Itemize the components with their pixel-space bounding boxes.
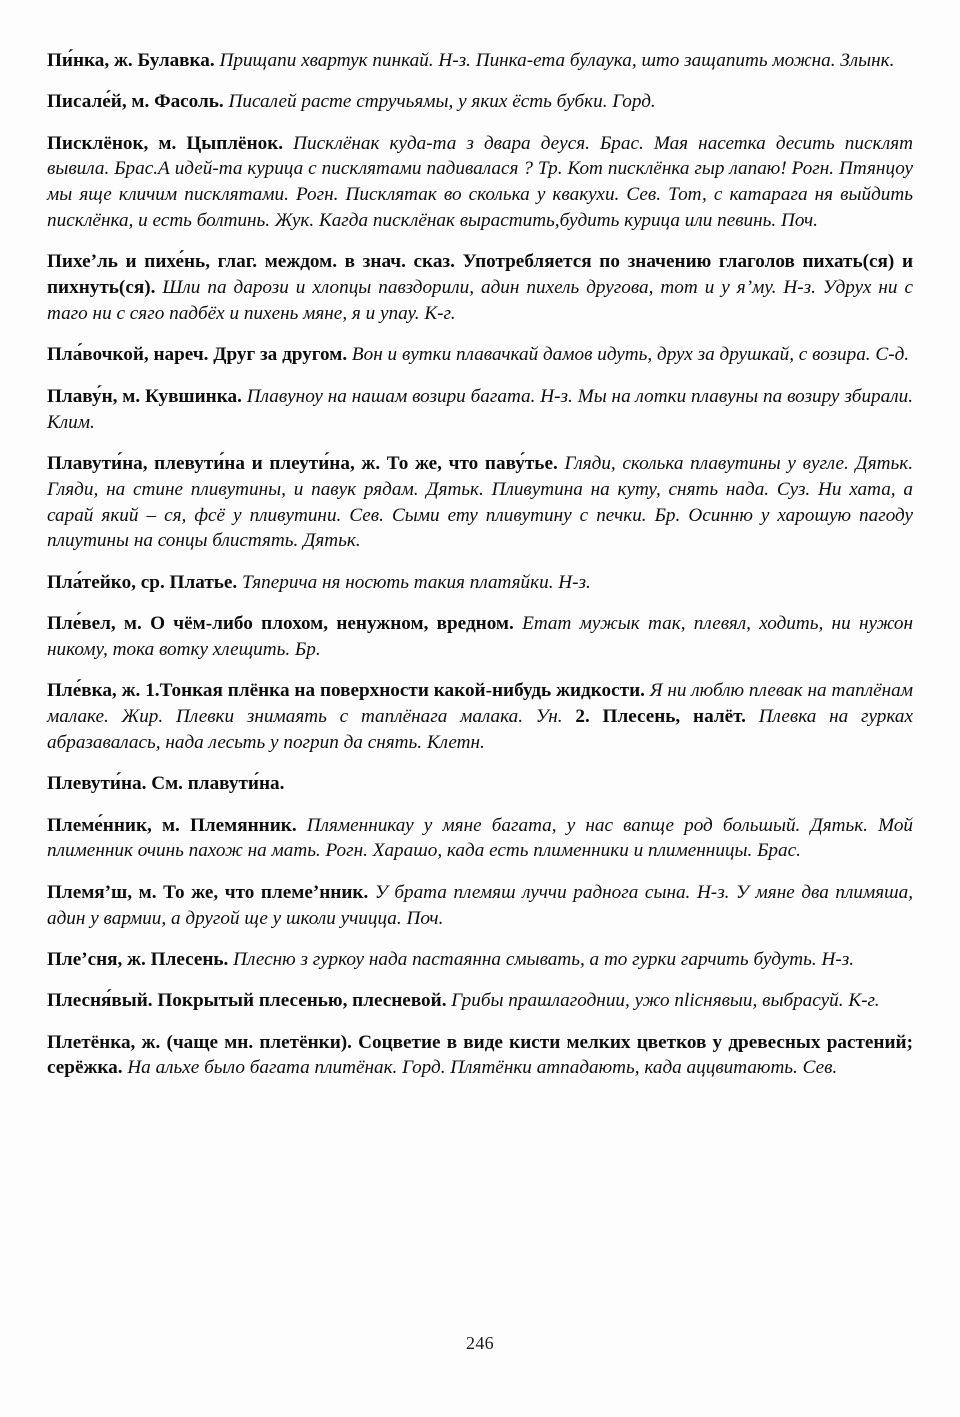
entry-headword: Писале́й, м. Фасоль.: [47, 91, 224, 113]
entry-example-sense-1: Я ни люблю плевак на таплёнам малаке. Жир. Плевки знимаять с таплёнага малака. Ун.: [47, 680, 914, 728]
entry-example: У брата племяш луччи раднога сына. Н-з. У мяне два плимяша, адин у вармии, а другой ще у школи учицца. Поч.: [47, 881, 914, 929]
entry-headword: Плавути́на, плевути́на и плеути́на, ж. То же, что паву́тье.: [47, 452, 558, 474]
entry-headword: Плаву́н, м. Кувшинка.: [47, 385, 242, 407]
entry-headword: Плесня́вый. Покрытый плесенью, плесневой.: [47, 990, 447, 1012]
entry-headword: Пла́вочкой, нареч. Друг за другом.: [47, 344, 348, 366]
entry-headword: Пле́вка, ж. 1.Тонкая плёнка на поверхности какой-нибудь жидкости.: [47, 680, 645, 702]
entry-headword: Писклёнок, м. Цыплёнок.: [47, 132, 284, 154]
entry-example: Прищапи хвартук пинкай. Н-з. Пинка-ета булаука, што защапить можна. Злынк.: [219, 50, 895, 71]
entry-headword: Пи́нка, ж. Булавка.: [47, 50, 215, 71]
dictionary-entry: [47, 1030, 913, 1082]
dictionary-entry: [47, 947, 913, 973]
dictionary-entry: [47, 678, 913, 755]
entry-headword: Пла́тейко, ср. Платье.: [47, 571, 238, 593]
entry-example: Пляменникау у мяне багата, у нас вапще род большый. Дятьк. Мой плименник очинь пахож на мать. Рогн. Харашо, када есть плименники и плименницы. Брас.: [47, 814, 914, 862]
dictionary-entry: [47, 451, 913, 554]
entry-example: Тяперича ня носють такия платяйки. Н-з.: [242, 571, 591, 593]
entry-example: Вон и вутки плавачкай дамов идуть, друх за друшкай, с возира. С-д.: [351, 344, 910, 366]
dictionary-entry: [47, 89, 913, 115]
entry-headword: Пле́вел, м. О чём-либо плохом, ненужном, вредном.: [47, 613, 514, 635]
page-number: 246: [466, 1333, 494, 1353]
sense-number-label: 2. Плесень, налёт.: [575, 706, 746, 728]
dictionary-entry: [47, 48, 913, 74]
dictionary-entry: [47, 880, 913, 932]
entry-example: Писалей расте стручьямы, у яких ёсть бубки. Горд.: [228, 91, 656, 113]
dictionary-entry: [47, 384, 913, 436]
entry-headword: Племя’ш, м. То же, что племе’нник.: [47, 881, 369, 903]
entry-example: Плавуноу на нашам возири багата. Н-з. Мы на лотки плавуны па возиру збирали. Клим.: [47, 385, 913, 433]
entry-example: Етат мужык так, плевял, ходить, ни нужон никому, тока вотку хлещить. Бр.: [47, 613, 913, 660]
entry-headword: Плевути́на. См. плавути́на.: [47, 773, 285, 795]
dictionary-entry: [47, 813, 913, 865]
entry-example: Плесню з гуркоу нада пастаянна смывать, а то гурки гарчить будуть. Н-з.: [233, 948, 854, 970]
entry-example: Гляди, сколька плавутины у вугле. Дятьк. Гляди, на стине пливутины, и павук рядам. Дятьк. Пливутина на куту, снять нада. Суз. Ни хата, а сарай який – ся, фсё у пливутини. Сев. Сыми ету пливутину с печки. Бр. Осинню у харошую пагоду плиутины на сонцы блистять. Дятьк.: [47, 452, 914, 552]
dictionary-entry: [47, 988, 913, 1014]
dictionary-entry: [47, 570, 913, 596]
dictionary-entry: [47, 611, 913, 663]
dictionary-entry-crossref: [47, 771, 913, 797]
entry-example: Писклёнак куда-та з двара деуся. Брас. Мая насетка десить писклят вывила. Брас.А идей-та курица с писклятами падивалася ? Тр. Кот писклёнка гыр лапаю! Рогн. Птянцоу мы яще кличим писклятами. Рогн. Писклятак во сколька у квакухи. Сев. Тот, с катарага ня выйдить писклёнка, и есть болтинь. Жук. Кагда писклёнак вырастить,будить курица или певинь. Поч.: [47, 132, 914, 232]
entry-headword: Племе́нник, м. Племянник.: [47, 814, 297, 836]
dictionary-entry: [47, 249, 913, 326]
dictionary-entry: [47, 342, 913, 368]
entry-example: Грибы прашлагоднии, ужо пliснявыи, выбрасуй. К-г.: [451, 990, 880, 1012]
entry-example: На альхе было багата плитёнак. Горд. Плятёнки атпадають, када аццвитають. Сев.: [127, 1057, 838, 1079]
entry-headword: Пихе’ль и пихе́нь, глаг. междом. в знач. сказ. Употребляется по значению глаголов пихать(ся) и пихнуть(ся).: [47, 251, 913, 299]
entry-column: [47, 48, 913, 1081]
entry-example: Шли па дарози и хлопцы павздорили, адин пихель другова, тот и у я’му. Н-з. Удрух ни с таго ни с сяго падбёх и пихень мяне, я и упау. К-г.: [47, 277, 913, 325]
entry-headword: Пле’сня, ж. Плесень.: [47, 948, 229, 970]
entry-headword: Плетёнка, ж. (чаще мн. плетёнки). Соцветие в виде кисти мелких цветков у древесных растений; серёжка.: [47, 1031, 913, 1079]
entry-example-sense-2: Плевка на гурках абразавалась, нада лесьть у погрип да снять. Клетн.: [47, 706, 913, 753]
dictionary-entry: [47, 131, 913, 234]
